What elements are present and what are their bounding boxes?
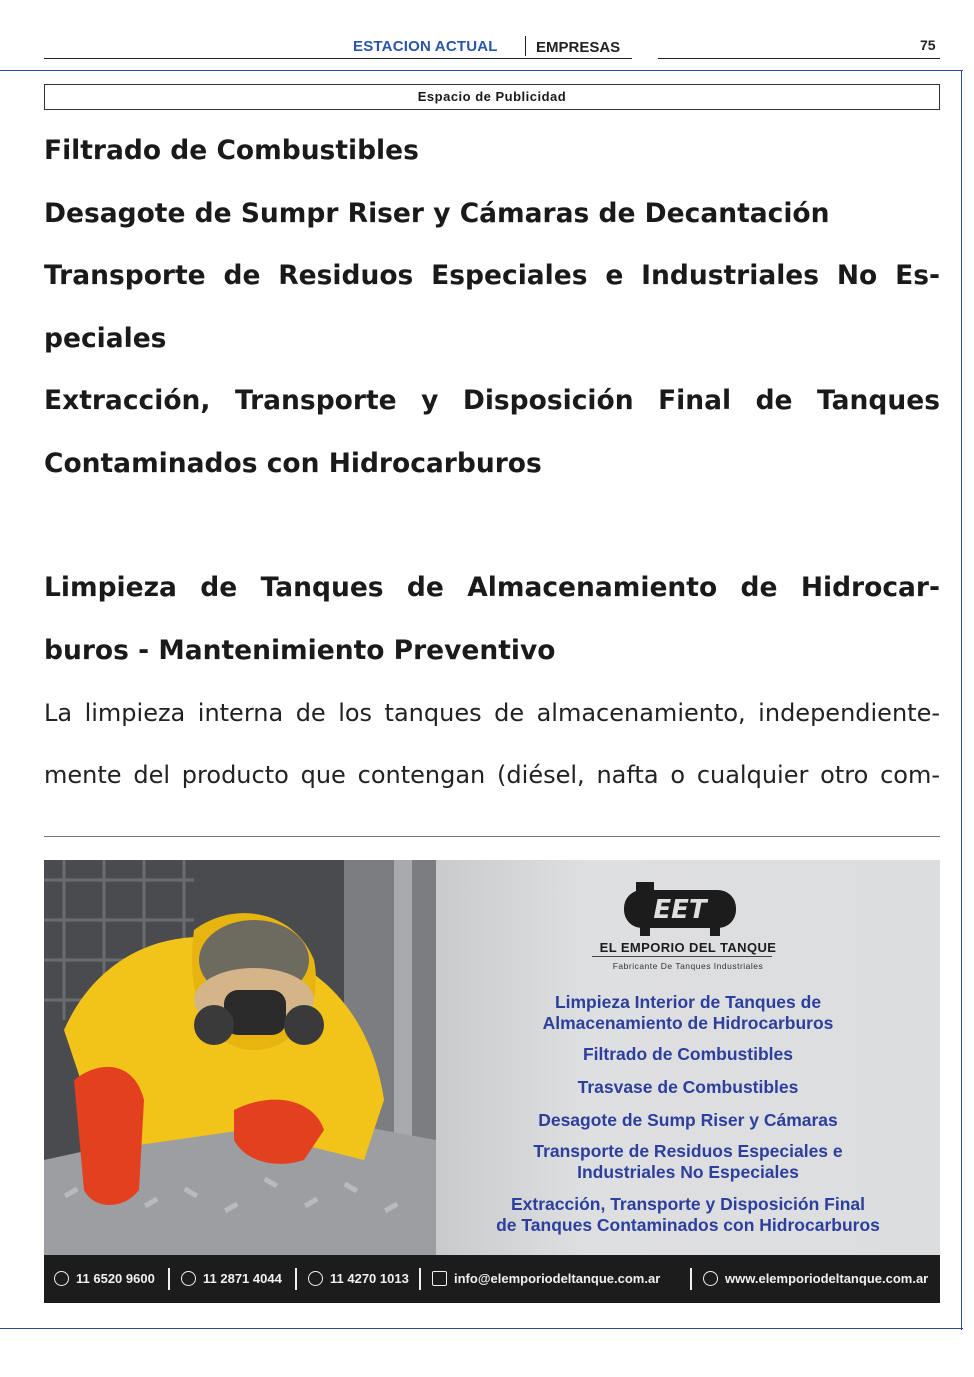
service-item: Filtrado de Combustibles	[582, 1044, 794, 1064]
whatsapp-icon	[54, 1271, 69, 1286]
service-item: Transporte de Residuos Especiales e Industriales No Especiales	[533, 1141, 843, 1182]
section-title: ESTACION ACTUAL	[353, 38, 498, 55]
service-item: Trasvase de Combustibles	[577, 1077, 799, 1097]
service-item: Extracción, Transporte y Disposición Final de Tanques Contaminados con Hidrocarburos	[496, 1194, 880, 1235]
header-rule-right	[658, 58, 940, 59]
mail-icon	[432, 1271, 447, 1286]
article-line: peciales	[44, 322, 167, 354]
article-body-line: La limpieza interna de los tanques de almacenamiento, independiente-	[44, 699, 940, 727]
section-divider	[44, 836, 940, 837]
page-frame-top	[0, 70, 963, 71]
brand-name: EL EMPORIO DEL TANQUE	[599, 940, 777, 955]
brand-tagline: Fabricante De Tanques Industriales	[612, 961, 764, 971]
header-separator	[525, 36, 526, 56]
tank-logo-icon	[620, 876, 740, 942]
email-contact: info@elemporiodeltanque.com.ar	[432, 1255, 660, 1303]
service-item: Desagote de Sump Riser y Cámaras	[538, 1110, 838, 1130]
article	[44, 120, 940, 806]
page-number: 75	[920, 37, 936, 53]
phone-icon	[308, 1271, 323, 1286]
article-body-line: mente del producto que contengan (diésel, nafta o cualquier otro com-	[44, 761, 940, 789]
article-subheading-line: Limpieza de Tanques de Almacenamiento de Hidrocar-	[44, 572, 940, 603]
whatsapp-contact: 11 2871 4044	[181, 1255, 282, 1303]
article-line: Extracción, Transporte y Disposición Final de Tanques	[44, 385, 940, 416]
contact-bar	[44, 1255, 940, 1303]
phone-contact: 11 4270 1013	[308, 1255, 409, 1303]
whatsapp-icon	[181, 1271, 196, 1286]
article-line: Desagote de Sumpr Riser y Cámaras de Decantación	[44, 197, 830, 229]
service-item: Limpieza Interior de Tanques de Almacenamiento de Hidrocarburos	[542, 992, 834, 1033]
advertisement	[44, 860, 940, 1303]
whatsapp-contact: 11 6520 9600	[54, 1255, 155, 1303]
globe-icon	[703, 1271, 718, 1286]
article-subheading-line: buros - Mantenimiento Preventivo	[44, 634, 556, 666]
web-contact: www.elemporiodeltanque.com.ar	[703, 1255, 928, 1303]
header-rule-left	[44, 58, 632, 59]
article-line: Filtrado de Combustibles	[44, 135, 419, 166]
worker-photo	[44, 860, 436, 1255]
hazmat-worker-illustration	[44, 860, 436, 1255]
advertising-notice: Espacio de Publicidad	[44, 84, 940, 110]
page-frame-right	[961, 70, 962, 1330]
brand-rule	[592, 956, 772, 957]
article-line: Contaminados con Hidrocarburos	[44, 447, 542, 479]
article-line: Transporte de Residuos Especiales e Industriales No Es-	[44, 260, 940, 291]
subsection-title: EMPRESAS	[536, 39, 621, 56]
svg-text:EET: EET	[653, 895, 707, 925]
page-frame-bottom	[0, 1328, 963, 1329]
